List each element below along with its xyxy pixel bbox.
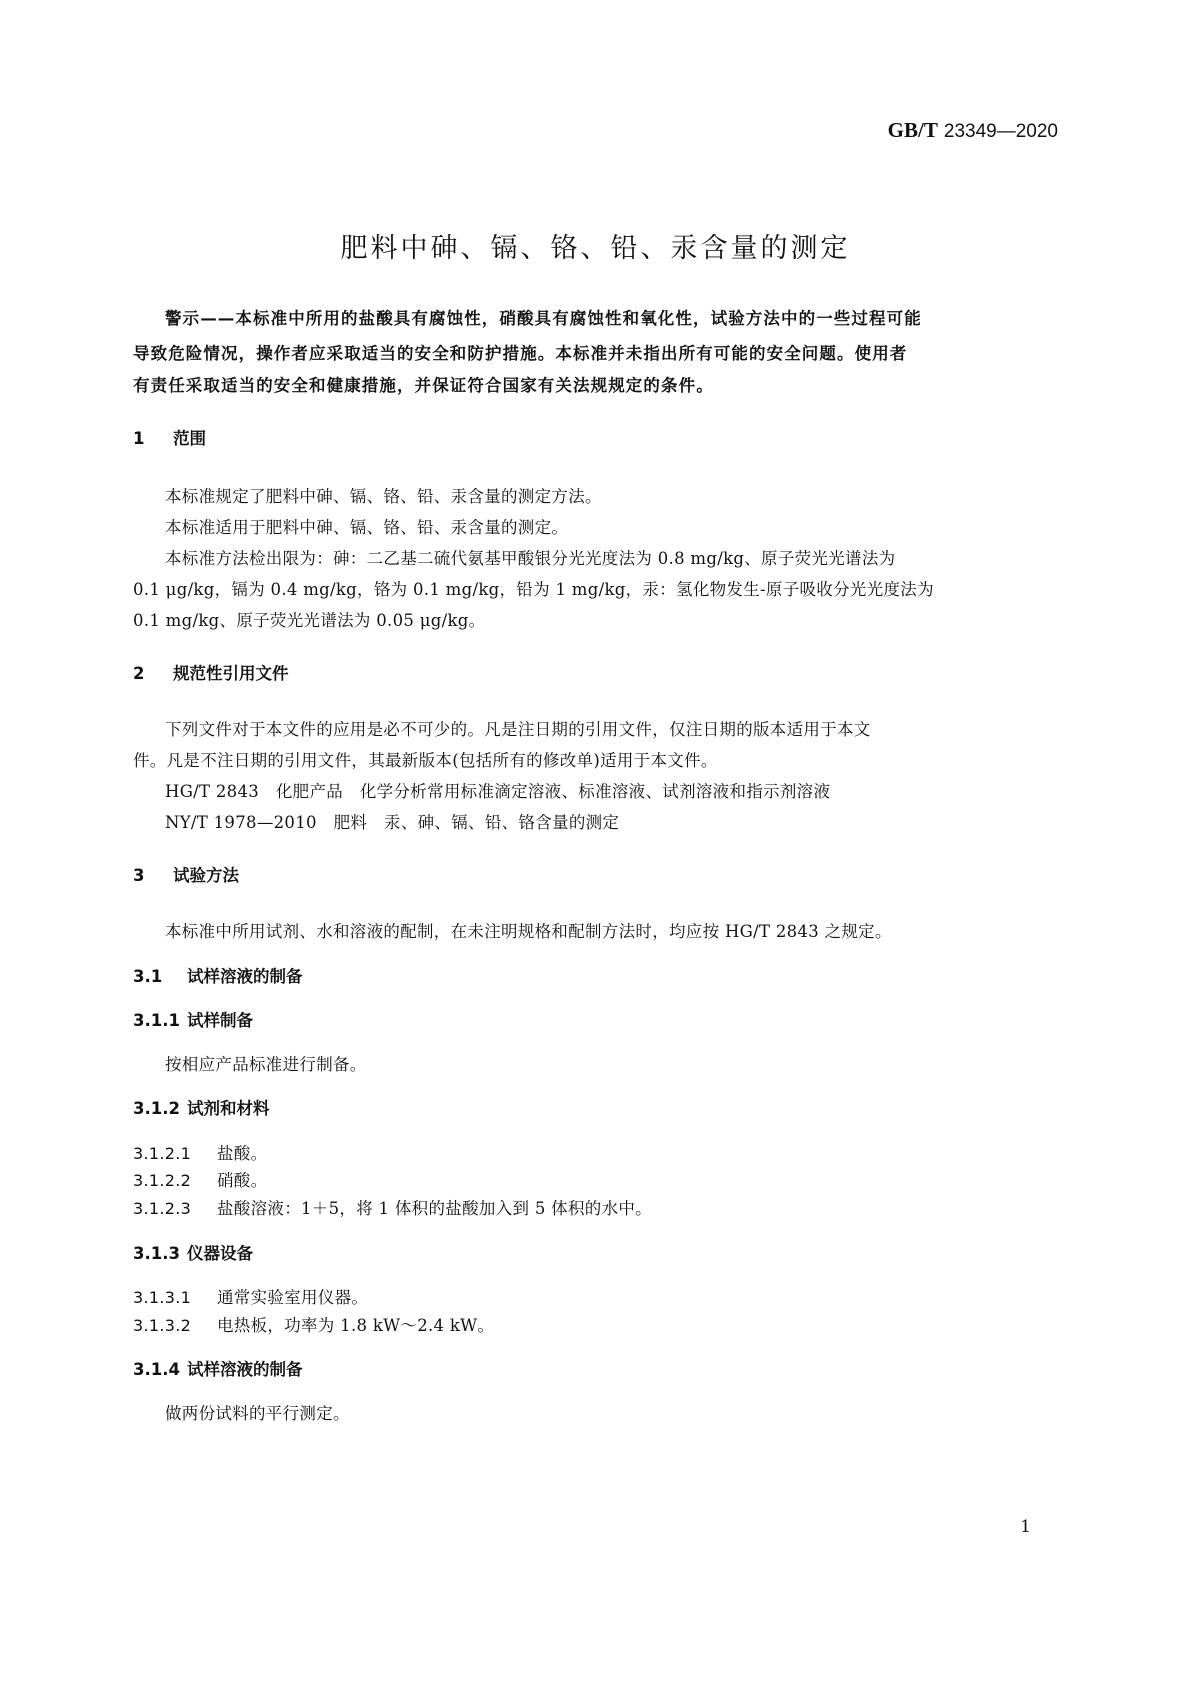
- reference-item: HG/T 2843 化肥产品 化学分析常用标准滴定溶液、标准溶液、试剂溶液和指示剂溶液: [165, 782, 831, 801]
- item-number: 3.1.3.2: [133, 1316, 192, 1335]
- section-heading-2: [133, 660, 289, 684]
- subsection-heading-3-1-1: [133, 1007, 253, 1031]
- item-text: 盐酸溶液：1＋5，将 1 体积的盐酸加入到 5 体积的水中。: [217, 1199, 652, 1218]
- section-number: 2: [133, 664, 145, 683]
- subsection-number: 3.1.3: [133, 1244, 180, 1263]
- list-item: [133, 1167, 267, 1191]
- paragraph-line: 本标准适用于肥料中砷、镉、铬、铅、汞含量的测定。: [165, 518, 569, 537]
- subsection-title: 仪器设备: [187, 1244, 253, 1263]
- list-item: [133, 1195, 652, 1219]
- subsection-heading-3-1-3: [133, 1240, 253, 1264]
- section-heading-3: [133, 862, 239, 886]
- standard-number: 23349—2020: [943, 121, 1058, 142]
- paragraph-line: 本标准规定了肥料中砷、镉、铬、铅、汞含量的测定方法。: [165, 487, 602, 506]
- paragraph-line: 本标准中所用试剂、水和溶液的配制，在未注明规格和配制方法时，均应按 HG/T 2843 之规定。: [165, 922, 892, 941]
- subsection-title: 试剂和材料: [187, 1099, 270, 1118]
- item-number: 3.1.2.3: [133, 1199, 192, 1218]
- item-number: 3.1.2.2: [133, 1171, 192, 1190]
- subsection-number: 3.1.1: [133, 1011, 180, 1030]
- warning-line: 警示——本标准中所用的盐酸具有腐蚀性，硝酸具有腐蚀性和氧化性，试验方法中的一些过程可能: [165, 309, 922, 328]
- item-text: 通常实验室用仪器。: [217, 1288, 369, 1307]
- subsection-heading-3-1-4: [133, 1356, 303, 1380]
- standard-prefix: GB/T: [887, 118, 938, 142]
- paragraph-line: 做两份试料的平行测定。: [165, 1404, 350, 1423]
- subsection-title: 试样制备: [187, 1011, 253, 1030]
- subsection-number: 3.1: [133, 967, 163, 986]
- subsection-number: 3.1.2: [133, 1099, 180, 1118]
- list-item: [133, 1312, 494, 1336]
- section-number: 3: [133, 866, 145, 885]
- section-number: 1: [133, 429, 145, 448]
- list-item: [133, 1284, 368, 1308]
- paragraph-line: 按相应产品标准进行制备。: [165, 1055, 367, 1074]
- paragraph-line: 0.1 μg/kg，镉为 0.4 mg/kg，铬为 0.1 mg/kg，铅为 1 mg/kg，汞：氢化物发生-原子吸收分光光度法为: [133, 580, 934, 599]
- section-title: 范围: [173, 429, 206, 448]
- paragraph-line: 件。凡是不注日期的引用文件，其最新版本(包括所有的修改单)适用于本文件。: [133, 751, 718, 770]
- reference-item: NY/T 1978—2010 肥料 汞、砷、镉、铅、铬含量的测定: [165, 813, 620, 832]
- standard-code: [888, 118, 1058, 143]
- subsection-heading-3-1: [133, 963, 303, 987]
- item-text: 盐酸。: [217, 1144, 268, 1163]
- subsection-title: 试样溶液的制备: [187, 967, 303, 986]
- paragraph-line: 下列文件对于本文件的应用是必不可少的。凡是注日期的引用文件，仅注日期的版本适用于本文: [165, 720, 871, 739]
- section-title: 试验方法: [173, 866, 239, 885]
- list-item: [133, 1140, 267, 1164]
- item-number: 3.1.3.1: [133, 1288, 192, 1307]
- document-title: 肥料中砷、镉、铬、铅、汞含量的测定: [340, 233, 851, 264]
- warning-line: 有责任采取适当的安全和健康措施，并保证符合国家有关法规规定的条件。: [133, 376, 714, 395]
- subsection-heading-3-1-2: [133, 1095, 270, 1119]
- paragraph-line: 本标准方法检出限为：砷：二乙基二硫代氨基甲酸银分光光度法为 0.8 mg/kg、原子荧光光谱法为: [165, 549, 896, 568]
- subsection-number: 3.1.4: [133, 1360, 180, 1379]
- paragraph-line: 0.1 mg/kg、原子荧光光谱法为 0.05 μg/kg。: [133, 611, 486, 630]
- warning-line: 导致危险情况，操作者应采取适当的安全和防护措施。本标准并未指出所有可能的安全问题。使用者: [133, 344, 908, 363]
- item-text: 电热板，功率为 1.8 kW～2.4 kW。: [217, 1316, 495, 1335]
- page-number: 1: [1020, 1517, 1031, 1537]
- subsection-title: 试样溶液的制备: [187, 1360, 303, 1379]
- section-title: 规范性引用文件: [173, 664, 289, 683]
- item-number: 3.1.2.1: [133, 1144, 192, 1163]
- section-heading-1: [133, 425, 206, 449]
- item-text: 硝酸。: [217, 1171, 268, 1190]
